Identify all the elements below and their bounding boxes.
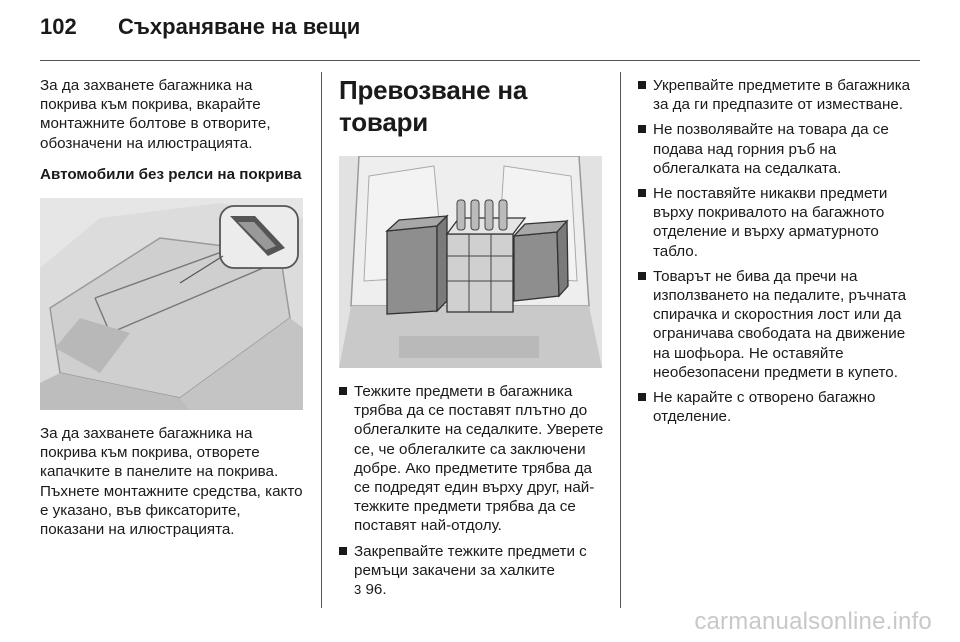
cargo-bullet-list (339, 382, 607, 599)
column-divider-2 (620, 72, 621, 608)
paragraph-roof-rails: За да захванете багажника на покрива към покрива, вкарайте монтажните болтове в отворите, обозначени на илюстрацията. (40, 77, 271, 152)
bullet-square-icon (638, 81, 646, 89)
cargo-illustration (339, 156, 602, 368)
list-item: Товарът не бива да пречи на използването на педалите, ръчната спирачка и скоростния лост или да ограничава свободата на движение на шофьора. Не оставяйте необезопасени предмети в купето. (638, 267, 914, 382)
bullet-square-icon (638, 189, 646, 197)
subheading-no-rails: Автомобили без релси на покрива (40, 165, 302, 183)
bullet-square-icon (638, 393, 646, 401)
column-middle (339, 74, 607, 605)
cargo-bullet-list-continued (638, 76, 914, 426)
bullet-square-icon (638, 272, 646, 280)
page-header (0, 0, 960, 52)
column-left (40, 76, 308, 539)
page-ref-link[interactable]: 96. (365, 581, 387, 599)
list-item: Тежките предмети в багажника трябва да се поставят плътно до облегалките на седалките. Уверете се, че облегалките са заключени добре. Ако предметите трябва да се подредят един върху друг, най-тежките предмети трябва да се поставят най-отдолу. (339, 382, 607, 536)
bullet-square-icon (339, 387, 347, 395)
bullet-square-icon (339, 547, 347, 555)
list-item: Не позволявайте на товара да се подава над горния ръб на облегалката на седалката. (638, 120, 914, 178)
column-divider-1 (321, 72, 322, 608)
list-item: Не поставяйте никакви предмети върху покривалото на багажното отделение и върху арматурното табло. (638, 184, 914, 261)
bullet-square-icon (638, 125, 646, 133)
list-item: Укрепвайте предметите в багажника за да ги предпазите от изместване. (638, 76, 914, 114)
watermark: carmanualsonline.info (694, 608, 932, 635)
section-heading-cargo: Превозване на товари (339, 75, 528, 137)
page-title: Съхраняване на вещи (118, 14, 361, 39)
column-right (638, 76, 914, 432)
paragraph-no-rails: За да захванете багажника на покрива към покрива, отворете капачките в панелите на покрива. Пъхнете монтажните средства, както е указано, във фиксаторите, показани на илюстрацията. (40, 425, 303, 539)
header-rule (40, 60, 920, 61)
page-ref-arrow-icon: 3 (354, 582, 362, 598)
page-number: 102 (40, 14, 77, 39)
list-item: Закрепвайте тежките предмети с ремъци закачени за халките 3 96. (339, 542, 607, 600)
roof-illustration (40, 198, 303, 410)
list-item: Не карайте с отворено багажно отделение. (638, 388, 914, 426)
